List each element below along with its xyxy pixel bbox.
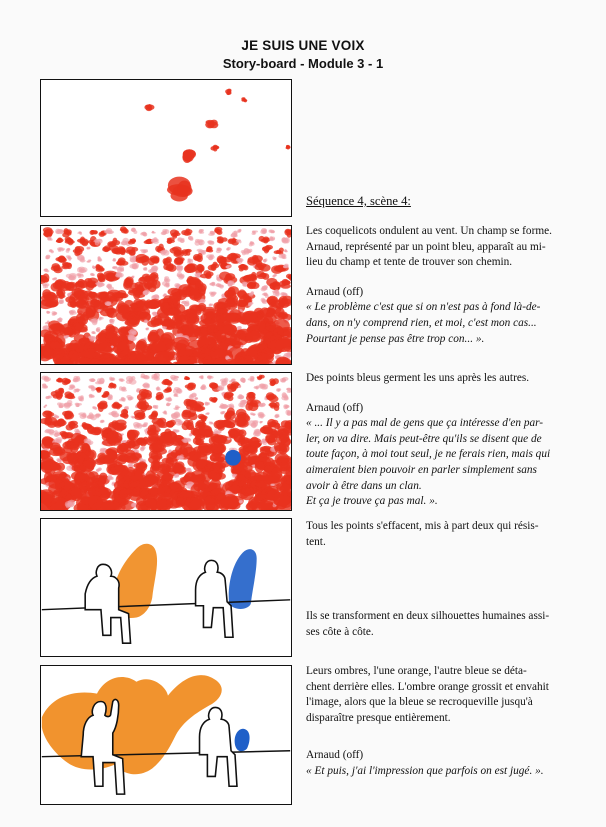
poppy-mark-faint: [198, 229, 204, 234]
poppy-mark-faint: [91, 331, 96, 334]
poppy-mark: [97, 401, 108, 412]
poppy-mark-faint: [87, 247, 91, 250]
poppy-mark-faint: [77, 255, 86, 263]
poppy-mark-faint: [165, 397, 172, 402]
quote-line: toute façon, à moi tout seul, je ne ferais rien, mais qui: [306, 448, 551, 461]
poppy-mark-faint: [259, 421, 263, 424]
poppy-mark-faint: [207, 375, 214, 379]
storyboard-frame-4: [40, 518, 292, 657]
poppy-mark-faint: [205, 412, 210, 415]
poppy-mark-faint: [96, 327, 101, 332]
poppy-mark: [269, 378, 279, 386]
document-subtitle: Story-board - Module 3 - 1: [222, 56, 384, 71]
poppy-mark: [62, 228, 72, 237]
poppy-mark-faint: [126, 395, 133, 401]
poppy-mark-faint: [77, 267, 88, 273]
poppy-mark-faint: [109, 377, 115, 381]
poppy-mark-faint: [108, 411, 119, 418]
storyboard-frame-3: [40, 372, 292, 511]
poppy-mark-faint: [76, 273, 84, 278]
blue-dot-arnaud: [225, 450, 241, 466]
poppy-mark-faint: [66, 273, 77, 281]
poppy-mark: [77, 237, 89, 247]
poppy-mark-faint: [140, 249, 148, 254]
text-line: disparaître presque entièrement.: [306, 711, 451, 724]
poppy-mark-faint: [204, 402, 210, 406]
poppy-mark: [206, 246, 214, 253]
poppy-mark-faint: [156, 386, 161, 390]
poppy-mark-faint: [248, 376, 255, 382]
poppy-mark: [134, 410, 146, 420]
text-line: chent derrière elles. L'ombre orange grossit et envahit: [306, 680, 549, 693]
poppy-mark: [64, 391, 75, 399]
poppy-mark: [51, 263, 63, 273]
poppy-mark-faint: [283, 404, 289, 409]
poppy-mark-faint: [47, 237, 52, 241]
poppy-mark: [274, 247, 284, 254]
poppy-mark-faint: [66, 248, 71, 253]
poppy-mark-faint: [263, 258, 268, 262]
poppy-mark: [128, 238, 136, 244]
text-line: ses côte à côte.: [306, 625, 374, 638]
poppy-mark: [62, 378, 71, 385]
poppy-mark: [43, 227, 54, 238]
poppy-mark-faint: [151, 237, 159, 244]
poppy-mark: [126, 247, 139, 256]
poppy-mark-faint: [55, 229, 64, 235]
poppy-mark: [114, 420, 126, 432]
poppy-mark-faint: [260, 228, 267, 234]
poppy-mark: [214, 227, 222, 235]
poppy-mark-faint: [42, 383, 48, 388]
poppy-mark-faint: [173, 405, 180, 410]
poppy-mark: [266, 392, 279, 402]
poppy-mark-faint: [194, 397, 198, 400]
bench-line: [42, 600, 290, 610]
quote-line: avoir à être dans un clan.: [306, 479, 422, 492]
poppy-mark-faint: [250, 412, 256, 415]
quote-line: « Le problème c'est que si on n'est pas à fond là-de-: [306, 301, 541, 314]
poppy-mark-faint: [199, 375, 204, 379]
poppy-mark-faint: [52, 277, 57, 280]
poppy-mark-faint: [237, 229, 241, 233]
poppy-mark: [156, 392, 164, 401]
poppy-mark-faint: [115, 272, 124, 278]
poppy-mark-faint: [119, 378, 125, 382]
poppy-mark-faint: [90, 273, 95, 276]
sequence-heading: Séquence 4, scène 4:: [306, 194, 411, 208]
text-block-5: [306, 664, 578, 780]
poppy-mark-faint: [177, 237, 184, 243]
poppy-mark-faint: [42, 283, 49, 288]
poppy-mark-faint: [86, 259, 91, 262]
poppy-mark-faint: [206, 254, 215, 260]
quote-line: aimeraient bien pouvoir en parler simplement sans: [306, 463, 537, 476]
poppy-mark-faint: [262, 292, 269, 298]
poppy-mark-faint: [131, 416, 135, 419]
poppy-mark-faint: [209, 421, 214, 424]
poppy-mark-faint: [161, 229, 170, 235]
poppy-mark-faint: [237, 394, 244, 400]
poppy-mark: [174, 257, 185, 265]
poppy-mark: [148, 255, 160, 265]
text-line: Leurs ombres, l'une orange, l'autre bleue se déta-: [306, 665, 527, 677]
poppy-field-drawing: [41, 226, 291, 364]
text-line: Les coquelicots ondulent au vent. Un champ se forme.: [306, 225, 552, 237]
small-blue-shadow: [235, 729, 250, 752]
poppy-mark-faint: [220, 378, 228, 386]
poppy-mark-faint: [126, 376, 137, 385]
poppy-mark-faint: [143, 267, 148, 271]
poppy-mark: [182, 149, 196, 163]
poppy-mark-faint: [261, 285, 268, 291]
poppy-mark: [144, 104, 154, 111]
poppy-mark: [238, 264, 248, 272]
quote-line: « ... Il y a pas mal de gens que ça intéresse d'en par-: [306, 417, 544, 430]
poppy-mark-faint: [258, 403, 266, 408]
poppy-mark: [120, 226, 129, 234]
poppy-mark-faint: [269, 236, 275, 241]
poppy-mark: [241, 97, 247, 102]
poppy-mark-faint: [116, 266, 124, 273]
poppy-mark-faint: [286, 388, 291, 393]
poppy-mark-faint: [96, 468, 102, 473]
poppy-mark-faint: [258, 383, 268, 389]
poppy-mark: [163, 263, 176, 272]
poppy-mark-faint: [257, 412, 265, 419]
poppy-mark: [259, 236, 271, 244]
poppy-mark-faint: [57, 402, 65, 408]
storyboard-frame-2: [40, 225, 292, 365]
poppy-mark-faint: [207, 240, 214, 245]
poppy-mark-faint: [252, 230, 258, 235]
poppy-mark: [193, 253, 203, 262]
quote-line: Pourtant je pense pas être trop con... ».: [306, 332, 485, 345]
poppy-mark-faint: [176, 265, 183, 272]
poppy-mark: [87, 426, 103, 435]
poppy-mark: [167, 177, 193, 202]
poppy-mark-faint: [141, 422, 148, 427]
poppy-mark-faint: [219, 403, 228, 409]
poppy-mark-faint: [45, 255, 50, 260]
poppy-mark-faint: [100, 420, 105, 424]
poppy-mark-faint: [285, 410, 291, 416]
poppy-mark: [284, 229, 291, 238]
poppy-mark-faint: [164, 276, 170, 282]
poppy-mark-faint: [280, 377, 289, 383]
speaker-label: Arnaud (off): [306, 401, 364, 414]
poppy-mark-faint: [166, 402, 171, 406]
text-block-4: [306, 609, 578, 640]
poppy-mark: [205, 120, 218, 129]
poppy-mark-faint: [151, 231, 156, 234]
poppy-mark-faint: [77, 231, 82, 235]
poppy-mark: [73, 246, 84, 256]
poppy-mark-faint: [69, 310, 77, 316]
poppy-mark-faint: [274, 414, 279, 418]
poppy-mark-faint: [119, 386, 127, 391]
text-line: l'image, alors que la bleue se recroqueville jusqu'à: [306, 696, 533, 709]
poppy-mark-faint: [261, 298, 268, 304]
poppy-mark: [111, 402, 122, 410]
poppy-mark-faint: [129, 263, 138, 270]
poppy-mark-faint: [133, 422, 142, 429]
poppy-mark: [184, 376, 190, 380]
storyboard-frame-1: [40, 79, 292, 217]
poppy-mark-faint: [170, 375, 179, 381]
poppy-mark-faint: [46, 311, 50, 314]
poppy-mark: [51, 391, 63, 400]
poppy-mark-faint: [140, 446, 146, 452]
quote-line: Et ça je trouve ça pas mal. ».: [306, 495, 438, 508]
storyboard-frame-5: [40, 665, 292, 805]
poppy-mark: [120, 409, 129, 419]
poppy-mark-faint: [145, 327, 149, 330]
poppy-mark-faint: [106, 284, 114, 291]
poppy-mark-faint: [283, 264, 289, 269]
poppy-mark-faint: [97, 256, 102, 261]
text-block-3: [306, 519, 578, 550]
poppy-mark: [225, 89, 231, 96]
poppy-mark-faint: [200, 384, 207, 390]
poppy-mark-faint: [92, 265, 96, 269]
quote-line: dans, on n'y comprend rien, et moi, c'est mon cas...: [306, 316, 537, 329]
text-line: Arnaud, représenté par un point bleu, apparaît au mi-: [306, 240, 546, 253]
poppy-mark-faint: [43, 404, 47, 408]
poppy-mark-faint: [57, 247, 65, 252]
scattered-poppies-drawing: [41, 80, 291, 216]
text-line: Des points bleus germent les uns après les autres.: [306, 372, 530, 384]
poppy-mark-faint: [188, 236, 193, 241]
poppy-mark-faint: [41, 376, 51, 382]
poppy-mark: [181, 408, 197, 420]
poppy-mark-faint: [44, 429, 54, 436]
poppy-mark: [278, 296, 291, 308]
poppy-mark-faint: [278, 254, 286, 260]
text-line: lieu du champ et tente de trouver son chemin.: [306, 256, 513, 269]
poppy-mark-faint: [208, 231, 215, 236]
poppy-mark: [255, 260, 271, 271]
text-line: Ils se transforment en deux silhouettes humaines assi-: [306, 610, 550, 622]
poppy-mark-faint: [151, 373, 160, 381]
poppy-mark-faint: [49, 249, 54, 253]
poppy-mark-faint: [248, 420, 258, 428]
text-block-2: [306, 371, 578, 510]
two-silhouettes-drawing: [41, 519, 291, 656]
poppy-mark: [217, 236, 228, 243]
poppy-mark-faint: [216, 247, 222, 253]
poppy-mark-faint: [162, 281, 170, 287]
poppy-mark: [167, 237, 175, 244]
text-line: tent.: [306, 535, 326, 548]
poppy-mark-faint: [208, 303, 213, 306]
poppy-mark: [95, 387, 102, 393]
poppy-mark-faint: [73, 388, 80, 392]
poppy-mark-faint: [92, 406, 97, 410]
text-block-1: [306, 224, 578, 347]
poppy-mark-faint: [276, 388, 281, 392]
poppy-mark-faint: [88, 385, 96, 391]
poppy-mark: [269, 402, 280, 411]
poppy-mark: [266, 278, 280, 291]
poppy-mark-faint: [230, 231, 237, 238]
poppy-mark-faint: [142, 382, 150, 388]
poppy-mark-faint: [153, 405, 159, 409]
poppy-mark-faint: [109, 319, 115, 325]
poppy-mark: [65, 236, 75, 245]
poppy-mark-faint: [78, 412, 86, 419]
poppy-mark-faint: [59, 299, 64, 304]
poppy-mark-faint: [272, 274, 277, 278]
poppy-mark-faint: [112, 258, 116, 262]
poppy-mark-faint: [173, 393, 178, 397]
poppy-mark-faint: [73, 376, 81, 383]
poppy-mark: [62, 410, 74, 419]
poppy-mark: [61, 262, 72, 269]
poppy-mark-faint: [226, 247, 231, 251]
poppy-mark: [161, 379, 172, 386]
poppy-mark: [185, 382, 196, 390]
poppy-mark-faint: [95, 282, 105, 288]
poppy-mark-faint: [249, 241, 255, 246]
poppy-mark: [224, 407, 236, 420]
poppy-mark: [209, 397, 217, 403]
poppy-mark-faint: [215, 283, 224, 289]
poppy-mark: [49, 461, 65, 471]
poppy-mark: [41, 273, 49, 284]
poppy-mark: [210, 145, 219, 152]
document-title: JE SUIS UNE VOIX: [241, 38, 365, 53]
poppy-mark-faint: [131, 228, 138, 234]
poppy-mark-faint: [281, 237, 290, 244]
text-line: Tous les points s'effacent, mis à part deux qui résis-: [306, 520, 539, 532]
poppy-mark: [262, 245, 273, 254]
quote-line: ler, on va dire. Mais peut-être qu'ils se disent que de: [306, 432, 542, 445]
poppy-mark-faint: [177, 272, 185, 280]
poppy-mark-faint: [209, 282, 215, 287]
poppy-mark: [56, 238, 64, 244]
poppy-mark-faint: [187, 258, 193, 264]
poppy-mark: [279, 279, 291, 289]
speaker-label: Arnaud (off): [306, 749, 364, 762]
poppy-mark-faint: [272, 256, 277, 260]
poppy-mark-faint: [240, 377, 246, 383]
poppy-mark-faint: [171, 411, 180, 419]
poppy-mark-faint: [89, 378, 96, 382]
poppy-mark-faint: [52, 311, 58, 316]
poppy-mark-faint: [248, 302, 254, 307]
poppy-mark-faint: [119, 397, 126, 402]
poppy-mark: [286, 145, 291, 150]
poppy-mark: [256, 271, 269, 280]
poppy-mark-faint: [173, 387, 183, 394]
poppy-mark-faint: [209, 291, 217, 297]
poppy-mark: [116, 257, 128, 265]
poppy-mark-faint: [89, 394, 95, 399]
poppy-mark: [257, 375, 265, 381]
poppy-field-blue-dot-drawing: [41, 373, 291, 510]
large-orange-shadow: [42, 675, 222, 774]
poppy-mark-faint: [269, 229, 276, 233]
silhouette-right: [196, 560, 233, 637]
poppy-mark: [55, 255, 66, 262]
poppy-mark-faint: [162, 410, 167, 414]
poppy-mark-faint: [75, 403, 82, 407]
poppy-mark: [208, 262, 219, 271]
poppy-mark-faint: [45, 395, 51, 399]
poppy-mark: [90, 230, 98, 235]
poppy-mark: [108, 383, 116, 389]
poppy-mark-faint: [43, 268, 49, 272]
poppy-mark: [95, 264, 104, 272]
blue-shadow: [229, 549, 257, 609]
poppy-mark-faint: [98, 316, 103, 320]
poppy-mark-faint: [254, 385, 259, 389]
quote-line: « Et puis, j'ai l'impression que parfois on est jugé. ».: [306, 764, 544, 777]
poppy-mark-faint: [140, 373, 149, 379]
poppy-mark-faint: [140, 232, 147, 237]
poppy-mark-faint: [281, 392, 288, 400]
poppy-mark-faint: [241, 345, 244, 348]
poppy-mark-faint: [194, 239, 204, 246]
poppy-mark: [224, 392, 234, 402]
poppy-mark-faint: [95, 378, 105, 385]
poppy-mark: [163, 386, 172, 393]
poppy-mark-faint: [64, 400, 73, 409]
speaker-label: Arnaud (off): [306, 285, 364, 298]
silhouette-right: [200, 707, 237, 786]
poppy-mark-faint: [78, 395, 84, 401]
poppy-mark: [181, 228, 192, 235]
invading-shadow-drawing: [41, 666, 291, 804]
poppy-mark: [170, 229, 181, 238]
poppy-mark-faint: [284, 249, 288, 252]
